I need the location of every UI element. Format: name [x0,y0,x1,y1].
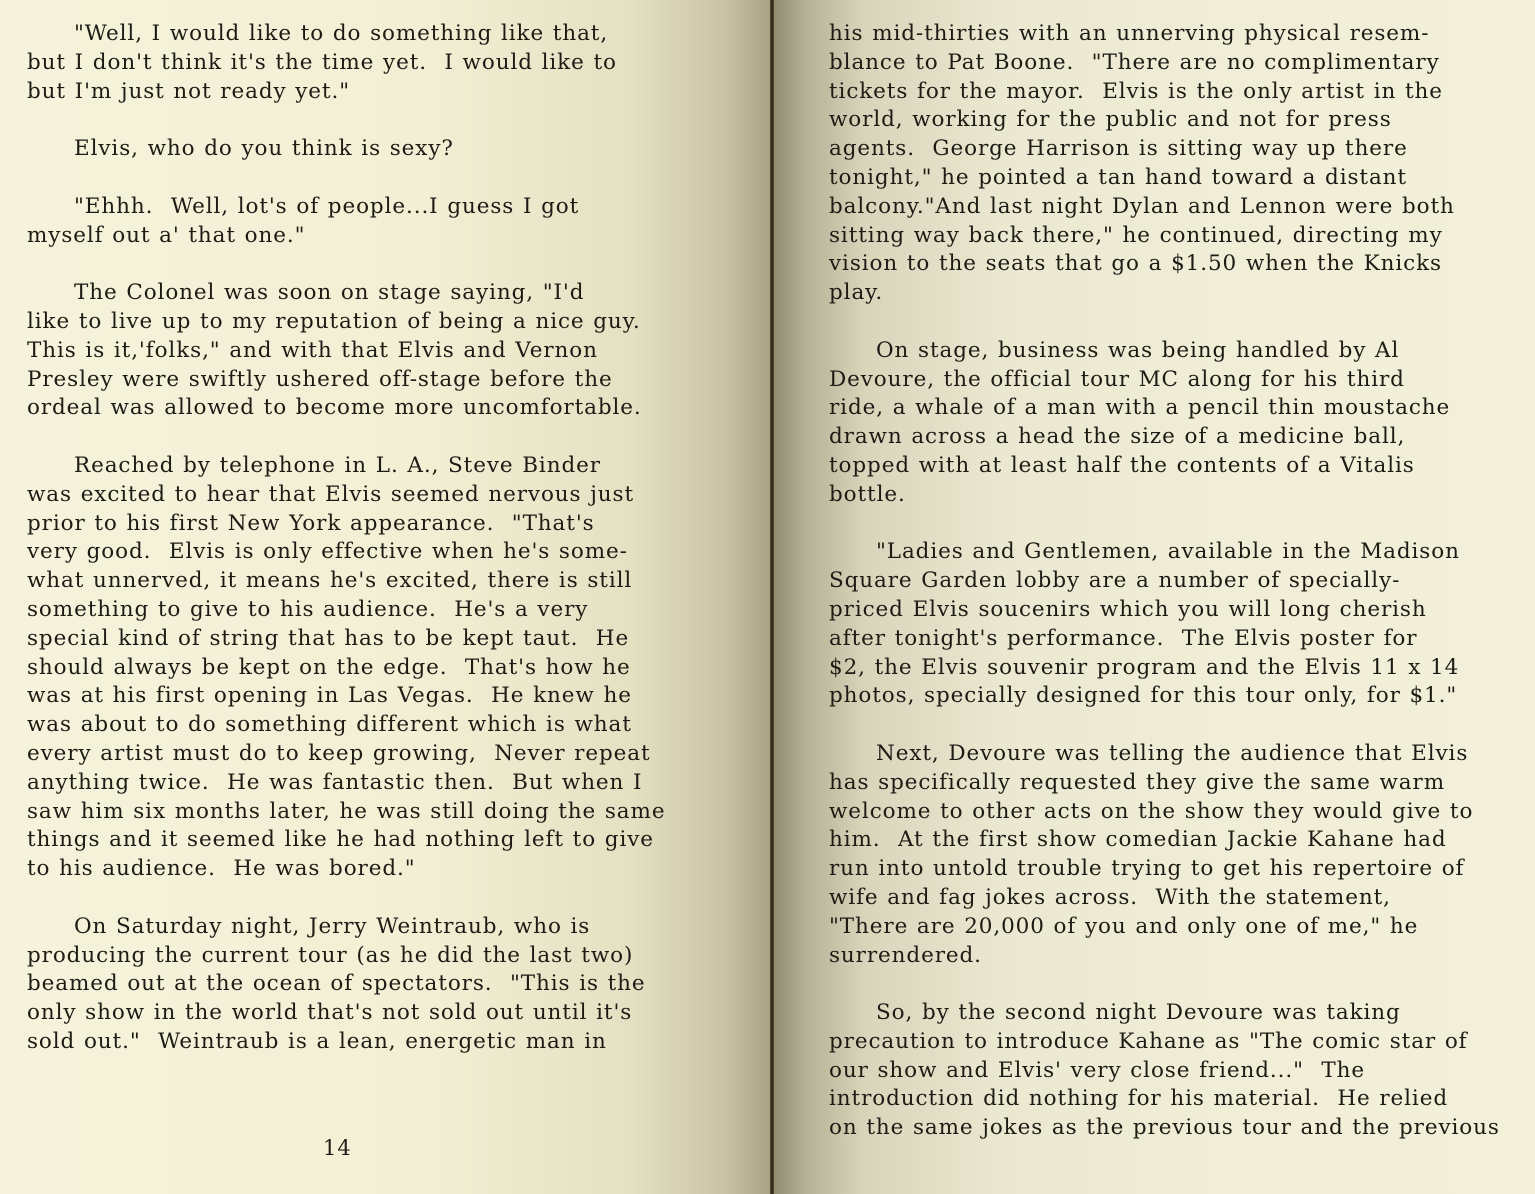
text-line: run into untold trouble trying to get his repertoire of [829,856,1465,882]
text-line: surrendered. [829,942,982,968]
text-line: sold out." Weintraub is a lean, energetic man in [27,1028,607,1054]
text-line: his mid-thirties with an unnerving physical resem- [829,21,1430,46]
text-line: Elvis, who do you think is sexy? [74,136,454,162]
text-line: introduction did nothing for his material. He relied [829,1086,1448,1112]
right-page [774,0,1535,1194]
text-line: special kind of string that has to be kept taut. He [27,625,630,651]
text-line: "Ehhh. Well, lot's of people...I guess I got [74,193,580,219]
text-line: but I don't think it's the time yet. I would like to [27,49,617,75]
text-line: has specifically requested they give the same warm [829,769,1445,795]
text-line: drawn across a head the size of a medicine ball, [829,424,1406,450]
text-line: photos, specially designed for this tour only, for $1." [829,683,1458,709]
text-line: Square Garden lobby are a number of specially- [829,568,1401,594]
paragraph [829,20,1535,308]
text-line: producing the current tour (as he did the last two) [27,942,634,968]
right-page-text [829,20,1535,1143]
text-line: every artist must do to keep growing, Never repeat [27,740,651,766]
text-line: something to give to his audience. He's a very [27,596,589,622]
text-line: beamed out at the ocean of spectators. "This is the [27,971,646,997]
text-line: On stage, business was being handled by Al [876,337,1400,363]
text-line: what unnerved, it means he's excited, there is still [27,568,633,594]
text-line: our show and Elvis' very close friend..." The [829,1057,1365,1083]
text-line: myself out a' that one." [27,222,306,248]
text-line: Presley were swiftly ushered off-stage before the [27,366,613,392]
paragraph [27,20,770,106]
text-line: things and it seemed like he had nothing left to give [27,827,654,853]
paragraph [27,135,770,164]
text-line: world, working for the public and not for press [829,107,1392,133]
text-line: on the same jokes as the previous tour and the previous [829,1115,1500,1141]
paragraph [829,999,1535,1143]
text-line: to his audience. He was bored." [27,856,416,882]
text-line: bottle. [829,481,906,507]
left-page-text [27,20,770,1057]
text-line: On Saturday night, Jerry Weintraub, who is [74,913,591,939]
text-line: saw him six months later, he was still doing the same [27,798,666,824]
paragraph [829,538,1535,711]
text-line: play. [829,280,884,306]
text-line: welcome to other acts on the show they would give to [829,798,1474,824]
text-line: Devoure, the official tour MC along for his third [829,366,1405,392]
text-line: tonight," he pointed a tan hand toward a distant [829,164,1407,190]
text-line: like to live up to my reputation of being a nice guy. [27,308,641,334]
paragraph [27,913,770,1057]
text-line: sitting way back there," he continued, directing my [829,222,1443,248]
text-line: blance to Pat Boone. "There are no complimentary [829,49,1440,75]
text-line: anything twice. He was fantastic then. But when I [27,769,643,795]
text-line: was excited to hear that Elvis seemed nervous just [27,481,635,507]
text-line: precaution to introduce Kahane as "The comic star of [829,1028,1468,1054]
text-line: ride, a whale of a man with a pencil thin moustache [829,395,1451,421]
text-line: only show in the world that's not sold out until it's [27,1000,633,1026]
paragraph [27,279,770,423]
text-line: prior to his first New York appearance. "That's [27,510,595,536]
text-line: ordeal was allowed to become more uncomfortable. [27,395,642,421]
page-number: 14 [323,1136,352,1160]
text-line: "Ladies and Gentlemen, available in the Madison [876,539,1460,565]
text-line: was about to do something different which is what [27,712,632,738]
paragraph [27,193,770,251]
text-line: after tonight's performance. The Elvis poster for [829,625,1418,651]
text-line: wife and fag jokes across. With the statement, [829,884,1391,910]
text-line: $2, the Elvis souvenir program and the Elvis 11 x 14 [829,654,1460,680]
text-line: priced Elvis soucenirs which you will long cherish [829,596,1427,622]
text-line: was at his first opening in Las Vegas. He knew he [27,683,632,709]
text-line: should always be kept on the edge. That's how he [27,654,631,680]
text-line: tickets for the mayor. Elvis is the only artist in the [829,78,1443,104]
paragraph [27,452,770,884]
text-line: him. At the first show comedian Jackie Kahane had [829,827,1447,853]
paragraph [829,337,1535,510]
text-line: So, by the second night Devoure was taking [876,1000,1401,1026]
text-line: Reached by telephone in L. A., Steve Binder [74,452,601,478]
text-line: The Colonel was soon on stage saying, "I'd [74,280,585,306]
text-line: Next, Devoure was telling the audience that Elvis [876,740,1469,766]
text-line: but I'm just not ready yet." [27,78,350,104]
text-line: "There are 20,000 of you and only one of me," he [829,913,1419,939]
text-line: topped with at least half the contents of a Vitalis [829,452,1415,478]
text-line: very good. Elvis is only effective when he's some- [27,539,628,565]
paragraph [829,740,1535,970]
text-line: agents. George Harrison is sitting way up there [829,136,1408,162]
text-line: "Well, I would like to do something like that, [74,21,609,46]
text-line: vision to the seats that go a $1.50 when the Knicks [829,251,1442,277]
text-line: balcony."And last night Dylan and Lennon were both [829,193,1455,219]
text-line: This is it,'folks," and with that Elvis and Vernon [27,337,598,363]
